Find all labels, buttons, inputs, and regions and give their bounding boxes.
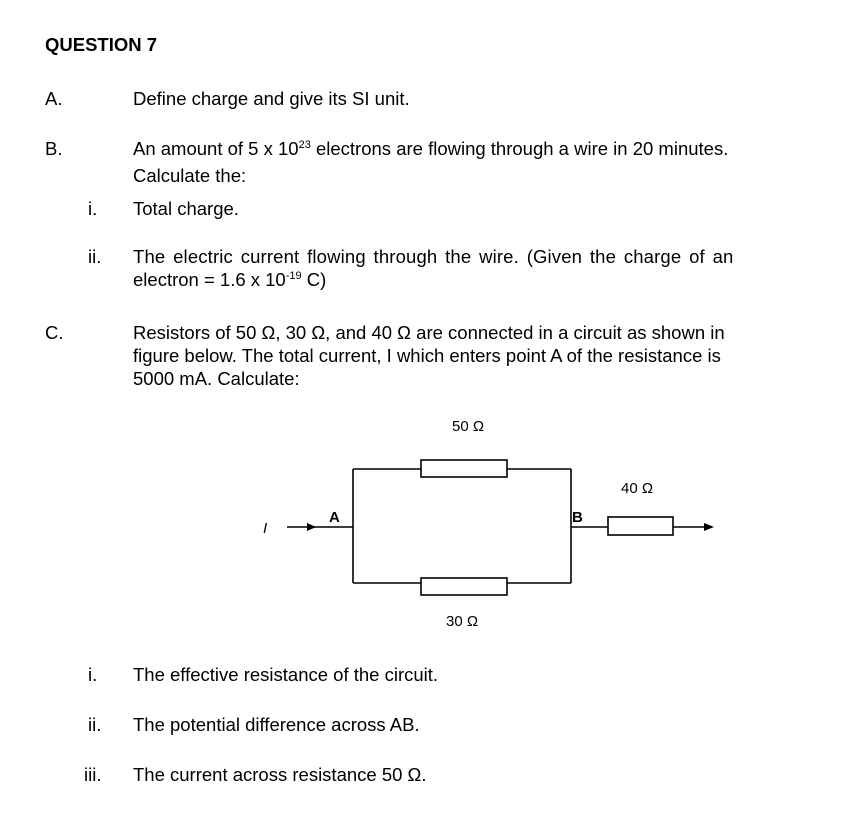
label-40: 40 Ω [621, 480, 654, 497]
part-c-iii-label: iii. [84, 764, 102, 785]
exponent: 23 [298, 139, 311, 151]
part-c-line1: Resistors of 50 Ω, 30 Ω, and 40 Ω are connected in a circuit as shown in [133, 322, 725, 343]
part-b-line1-text: An amount of 5 x 10 [133, 138, 299, 159]
part-c-label: C. [45, 322, 64, 343]
resistor-30 [421, 578, 507, 595]
part-c-line2: figure below. The total current, I which enters point A of the resistance is [133, 345, 721, 366]
question-title: QUESTION 7 [45, 34, 158, 55]
label-30: 30 Ω [446, 613, 479, 630]
part-b-ii-label: ii. [88, 246, 102, 267]
part-c-i-text: The effective resistance of the circuit. [133, 664, 439, 685]
label-50: 50 Ω [452, 418, 485, 435]
part-b-ii-line1: The electric current flowing through the wire. (Given the charge of an [133, 246, 734, 267]
resistor-40 [608, 517, 673, 535]
part-b-line1-text: electrons are flowing through a wire in 20 minutes. [310, 138, 729, 159]
part-b-label: B. [45, 138, 63, 159]
part-a-label: A. [45, 88, 63, 109]
part-c-line3: 5000 mA. Calculate: [133, 368, 300, 389]
arrow-out-icon [704, 523, 714, 531]
label-node-b: B [572, 509, 583, 526]
part-a-text: Define charge and give its SI unit. [133, 88, 410, 109]
part-b-ii-line2-text: C) [301, 269, 327, 290]
part-c-ii-label: ii. [88, 714, 102, 735]
part-b-i-label: i. [88, 198, 98, 219]
label-current: I [263, 520, 268, 537]
arrow-in-icon [307, 523, 316, 531]
part-c-iii-text: The current across resistance 50 Ω. [133, 764, 427, 785]
label-node-a: A [329, 509, 340, 526]
part-b-ii-line2-text: electron = 1.6 x 10 [133, 269, 286, 290]
part-b-i-text: Total charge. [133, 198, 239, 219]
resistor-50 [421, 460, 507, 477]
part-c-i-label: i. [88, 664, 98, 685]
exponent: -19 [285, 270, 302, 282]
part-c-ii-text: The potential difference across AB. [133, 714, 420, 735]
part-b-line2: Calculate the: [133, 165, 247, 186]
